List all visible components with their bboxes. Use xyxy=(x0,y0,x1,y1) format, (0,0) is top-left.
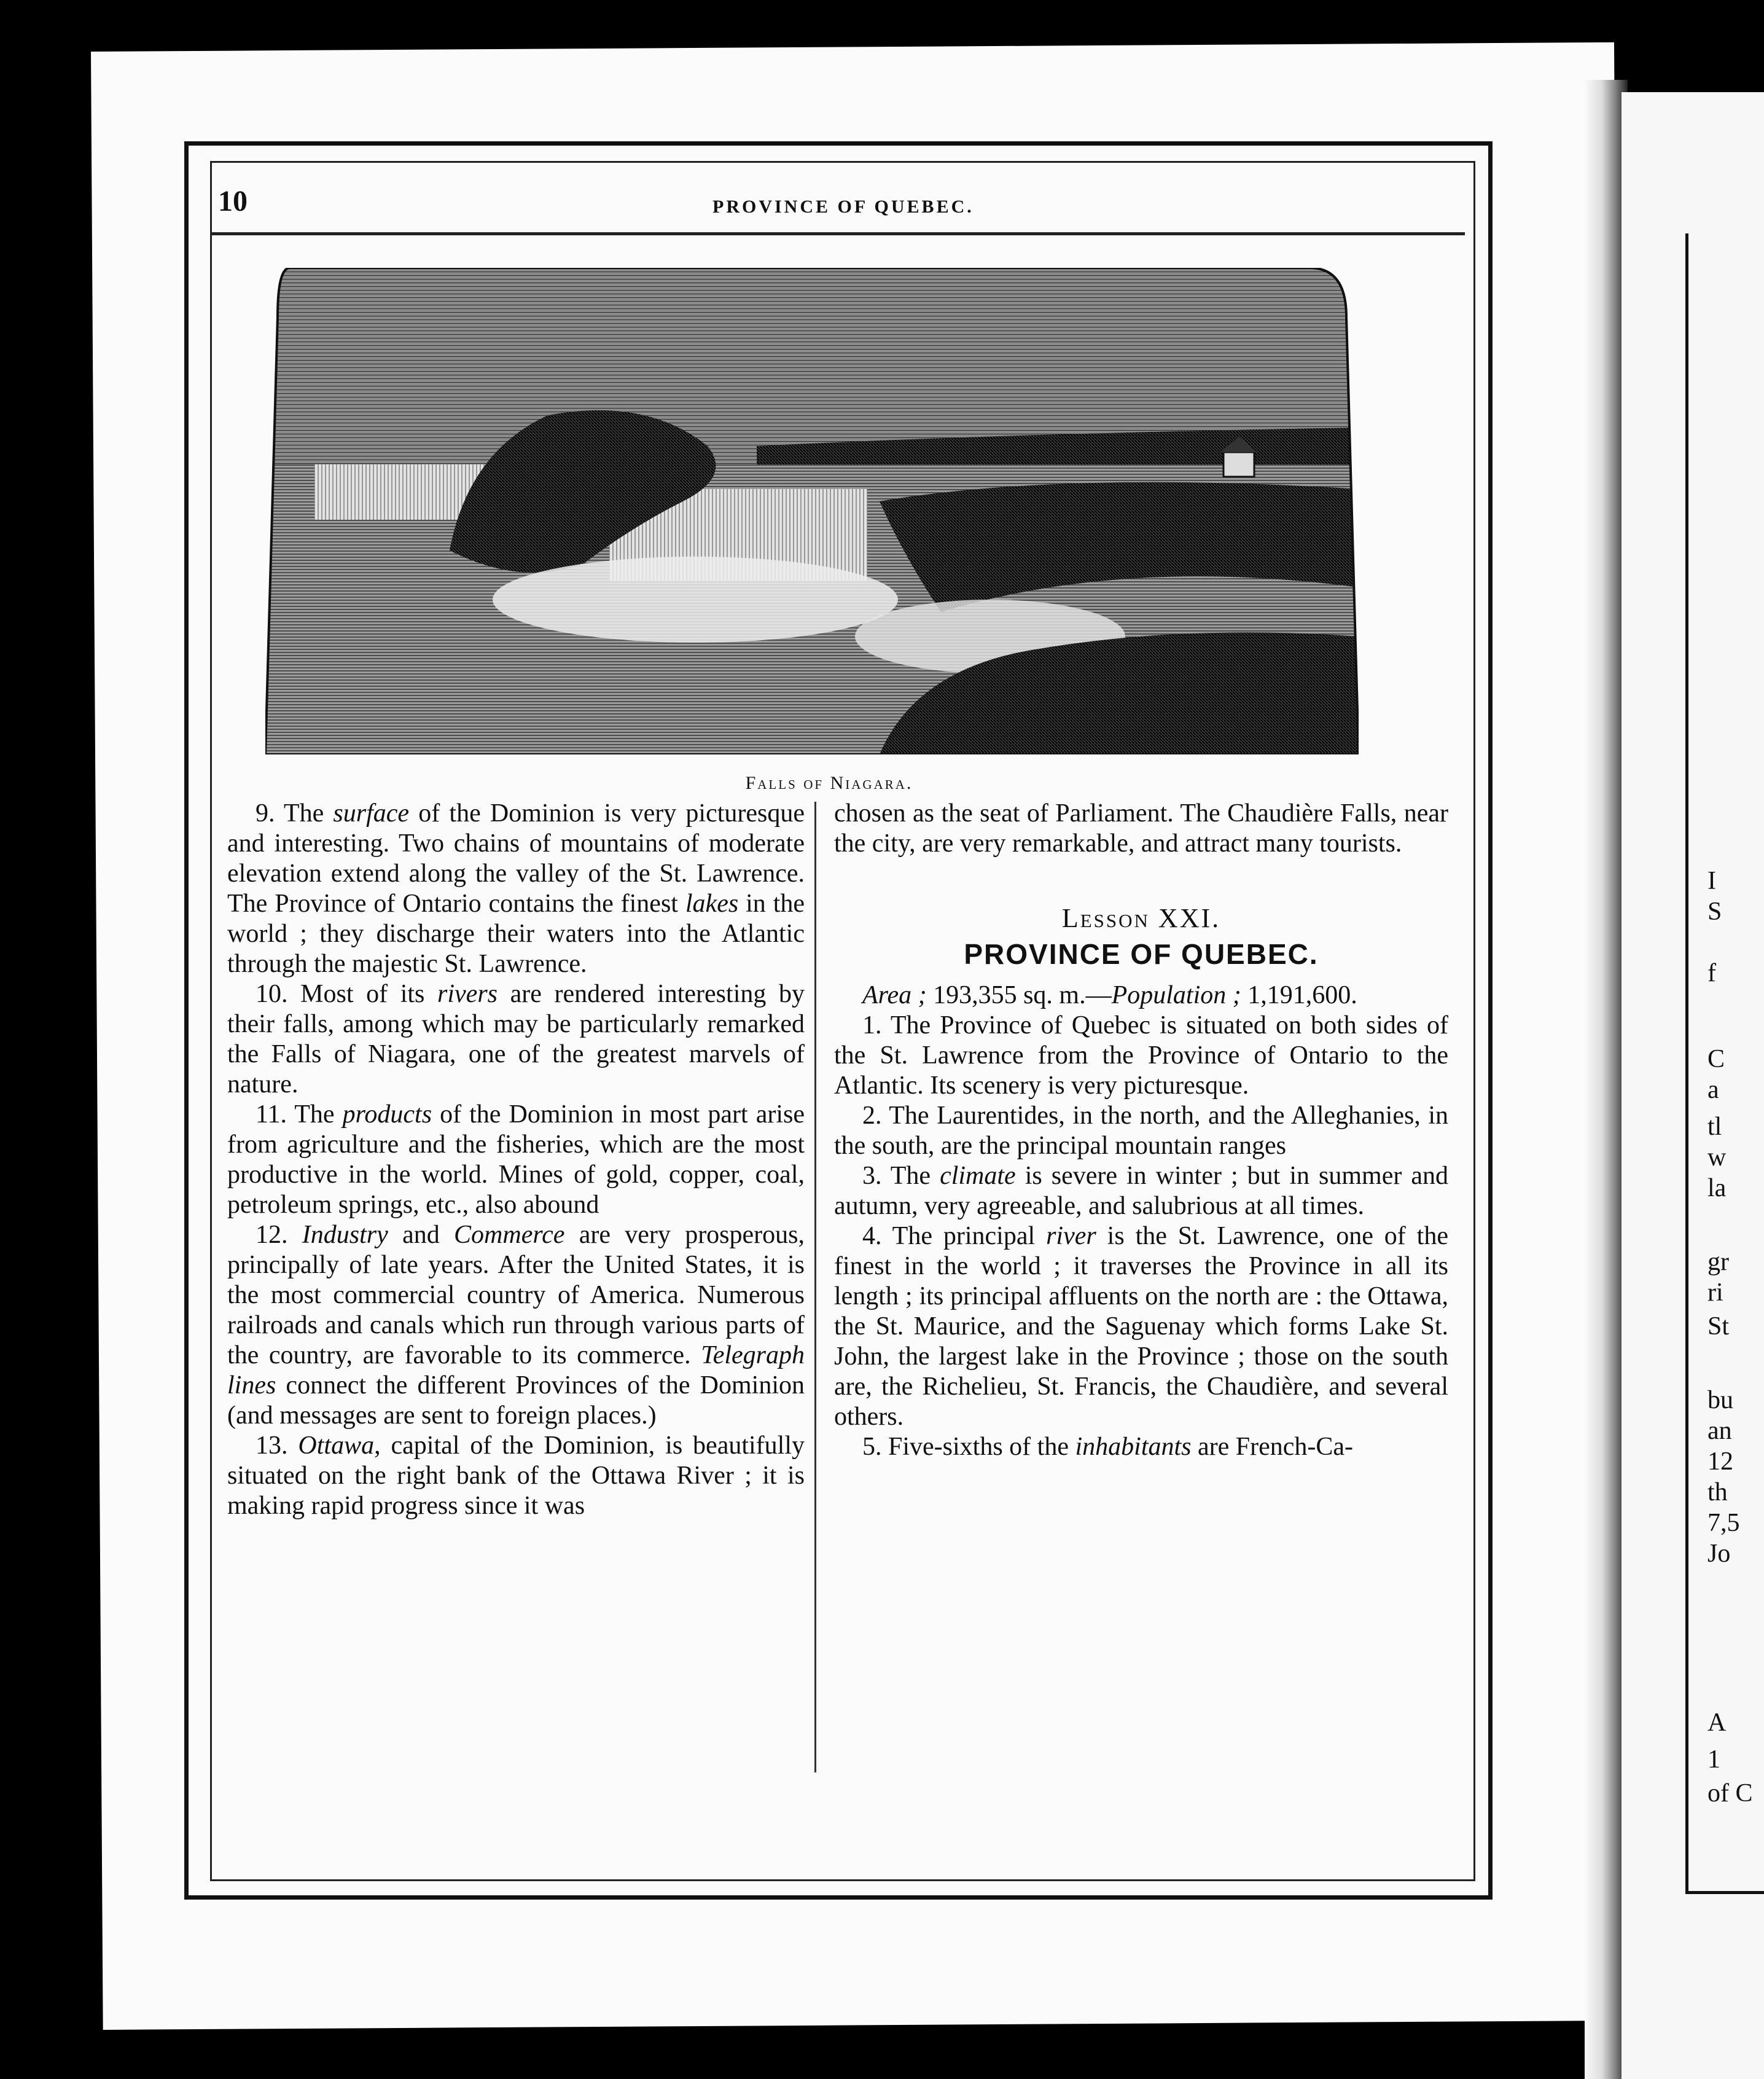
facing-text-fragment: Jo xyxy=(1707,1540,1731,1568)
area-population-line: Area ; 193,355 sq. m.—Population ; 1,191,600. xyxy=(862,981,1357,1009)
facing-text-fragment: A xyxy=(1707,1709,1727,1737)
facing-text-fragment: of C xyxy=(1707,1779,1753,1807)
lesson-heading: Lesson XXI. xyxy=(1061,903,1221,933)
niagara-falls-engraving xyxy=(265,268,1359,754)
facing-text-fragment: w xyxy=(1707,1143,1727,1172)
paragraph-12: 12. Industry and Commerce are very prosperous, principally of late years. After the United States, it is the most commercial country of America. Numerous railroads and canals which run through various parts of the country, are favorable to its commerce. Telegraph lines connect the different Provinces of the Dominion (and messages are sent to foreign places.) xyxy=(227,1221,805,1430)
facing-text-fragment: gr xyxy=(1707,1248,1729,1276)
illustration-caption: Falls of Niagara. xyxy=(745,773,913,793)
column-divider xyxy=(814,802,816,1772)
right-column xyxy=(834,799,1448,1874)
paragraph-11: 11. The products of the Dominion in most part arise from agriculture and the fisheries, which are the most productive in the world. Mines of gold, copper, coal, petroleum springs, etc., also abound xyxy=(227,1100,805,1219)
continuation-paragraph: chosen as the seat of Parliament. The Chaudière Falls, near the city, are very remarkable, and attract many tourists. xyxy=(834,799,1448,858)
paragraph-9: 9. The surface of the Dominion is very picturesque and interesting. Two chains of mountains of moderate elevation extend along the valley of the St. Lawrence. The Province of Ontario contains the finest lakes in the world ; they discharge their waters into the Atlantic through the majestic St. Lawrence. xyxy=(227,799,805,978)
lesson-title: PROVINCE OF QUEBEC. xyxy=(964,938,1319,970)
paragraph-3: 3. The climate is severe in winter ; but in summer and autumn, very agreeable, and salubrious at all times. xyxy=(834,1162,1448,1220)
paragraph-10: 10. Most of its rivers are rendered interesting by their falls, among which may be particularly remarked the Falls of Niagara, one of the greatest marvels of nature. xyxy=(227,980,805,1098)
facing-text-fragment: C xyxy=(1707,1045,1725,1073)
paragraph-1: 1. The Province of Quebec is situated on both sides of the St. Lawrence from the Province of Ontario to the Atlantic. Its scenery is very picturesque. xyxy=(834,1011,1448,1100)
facing-text-fragment: la xyxy=(1707,1174,1727,1202)
facing-text-fragment: an xyxy=(1707,1417,1732,1445)
facing-page-frame-bottom xyxy=(1685,1891,1764,1894)
paragraph-5: 5. Five-sixths of the inhabitants are French-Ca- xyxy=(862,1433,1354,1461)
facing-text-fragment: f xyxy=(1707,959,1716,987)
facing-text-fragment: 7,5 xyxy=(1707,1509,1740,1537)
facing-text-fragment: tl xyxy=(1707,1113,1722,1141)
paragraph-13: 13. Ottawa, capital of the Dominion, is beautifully situated on the right bank of the Ottawa River ; it is making rapid progress since it was xyxy=(227,1431,805,1520)
facing-text-fragment: a xyxy=(1707,1076,1719,1104)
header-rule xyxy=(212,232,1465,235)
facing-page-frame xyxy=(1685,233,1688,1892)
page-number: 10 xyxy=(218,185,248,217)
facing-text-fragment: S xyxy=(1707,898,1722,926)
facing-text-fragment: 1 xyxy=(1707,1745,1720,1774)
paragraph-2: 2. The Laurentides, in the north, and the Alleghanies, in the south, are the principal mountain ranges xyxy=(834,1102,1448,1160)
running-head: PROVINCE OF QUEBEC. xyxy=(712,197,974,217)
left-column xyxy=(227,799,805,1874)
facing-text-fragment: ri xyxy=(1707,1278,1723,1307)
paragraph-4: 4. The principal river is the St. Lawrence, one of the finest in the world ; it traverses the Province in all its length ; its principal affluents on the north are : the Ottawa, the St. Maurice, and the Saguenay which forms Lake St. John, the largest lake in the Province ; those on the south are, the Richelieu, St. Francis, the Chaudière, and several others. xyxy=(834,1222,1448,1431)
facing-text-fragment: th xyxy=(1707,1478,1728,1506)
facing-text-fragment: 12 xyxy=(1707,1447,1733,1476)
facing-text-fragment: bu xyxy=(1707,1386,1733,1414)
facing-text-fragment: St xyxy=(1707,1312,1730,1341)
facing-text-fragment: I xyxy=(1707,867,1716,895)
